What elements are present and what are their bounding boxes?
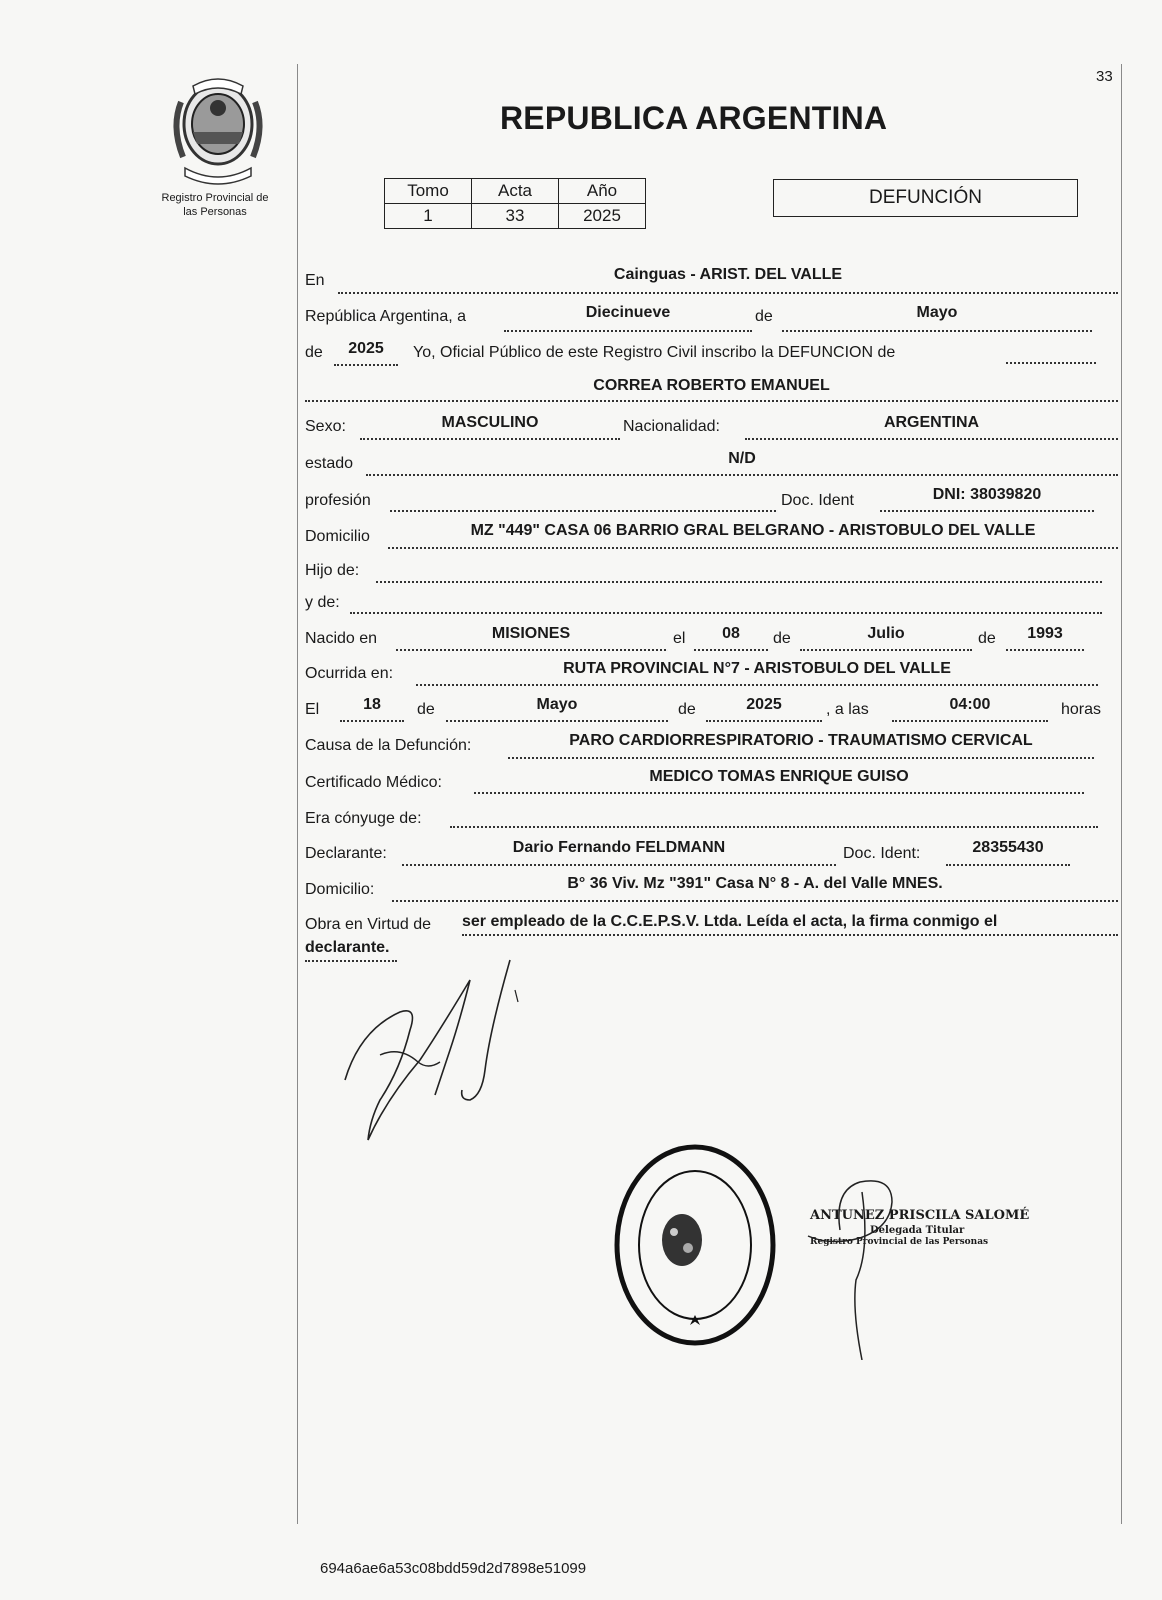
- birth-day-value: 08: [722, 625, 740, 642]
- month-value: Mayo: [916, 304, 958, 321]
- label-de: de: [305, 344, 323, 361]
- causa-value: PARO CARDIORRESPIRATORIO - TRAUMATISMO CERVICAL: [569, 732, 1033, 749]
- tomo-value: 1: [385, 204, 472, 229]
- dotted-line: [376, 581, 1102, 583]
- label-nacido-en: Nacido en: [305, 630, 378, 647]
- province-seal-icon: [163, 72, 273, 190]
- death-year-value: 2025: [746, 696, 782, 713]
- dotted-line: [334, 364, 398, 366]
- label-sexo: Sexo:: [305, 418, 346, 435]
- dotted-line: [694, 649, 768, 651]
- obra-value: ser empleado de la C.C.E.P.S.V. Ltda. Leída el acta, la firma conmigo el: [462, 913, 998, 930]
- official-stamp-icon: [610, 1140, 780, 1350]
- dotted-line: [706, 720, 822, 722]
- left-margin-line: [297, 64, 298, 1524]
- dotted-line: [1006, 362, 1096, 364]
- dotted-line: [392, 900, 1118, 902]
- dotted-line: [800, 649, 972, 651]
- label-doc-ident: Doc. Ident: [781, 492, 854, 509]
- officer-title: Delegada Titular: [870, 1225, 965, 1236]
- document-type: DEFUNCIÓN: [773, 179, 1078, 217]
- label-conyuge: Era cónyuge de:: [305, 810, 422, 827]
- dotted-line: [366, 474, 1118, 476]
- birth-year-value: 1993: [1027, 625, 1063, 642]
- declarante-domicilio-value: B° 36 Viv. Mz "391" Casa N° 8 - A. del Valle MNES.: [567, 875, 943, 892]
- label-el: El: [305, 701, 320, 718]
- dotted-line: [388, 547, 1118, 549]
- label-causa: Causa de la Defunción:: [305, 737, 472, 754]
- label-de: de: [755, 308, 773, 325]
- label-nacionalidad: Nacionalidad:: [623, 418, 720, 435]
- label-estado: estado: [305, 455, 354, 472]
- sexo-value: MASCULINO: [441, 414, 539, 431]
- time-value: 04:00: [949, 696, 991, 713]
- acta-value: 33: [472, 204, 559, 229]
- obra-value-continued: declarante.: [305, 939, 390, 956]
- document-hash: 694a6ae6a53c08bdd59d2d7898e51099: [320, 1560, 587, 1577]
- death-day-value: 18: [363, 696, 381, 713]
- dotted-line: [745, 438, 1118, 440]
- label-de: de: [978, 630, 996, 647]
- estado-value: N/D: [728, 450, 756, 467]
- country-title: REPUBLICA ARGENTINA: [500, 100, 888, 136]
- dotted-line: [892, 720, 1048, 722]
- label-a-las: , a las: [826, 701, 869, 718]
- dotted-line: [305, 400, 1118, 402]
- dotted-line: [450, 826, 1098, 828]
- label-el: el: [673, 630, 686, 647]
- dotted-line: [474, 792, 1084, 794]
- dotted-line: [338, 292, 1118, 294]
- registry-name: Registro Provincial de las Personas: [161, 192, 269, 218]
- dotted-line: [782, 330, 1092, 332]
- label-de: de: [773, 630, 791, 647]
- label-en: En: [305, 272, 325, 289]
- anio-label: Año: [559, 179, 646, 204]
- dotted-line: [390, 510, 776, 512]
- year-value: 2025: [348, 340, 384, 357]
- dotted-line: [462, 934, 1118, 936]
- label-de: de: [678, 701, 696, 718]
- intro-text: Yo, Oficial Público de este Registro Civil inscribo la DEFUNCION de: [413, 344, 896, 361]
- dotted-line: [340, 720, 404, 722]
- place-value: Cainguas - ARIST. DEL VALLE: [613, 266, 843, 283]
- dotted-line: [508, 757, 1094, 759]
- domicilio-value: MZ "449" CASA 06 BARRIO GRAL BELGRANO - ARISTOBULO DEL VALLE: [470, 522, 1036, 539]
- anio-value: 2025: [559, 204, 646, 229]
- label-certificado: Certificado Médico:: [305, 774, 442, 791]
- dotted-line: [946, 864, 1070, 866]
- label-ocurrida-en: Ocurrida en:: [305, 665, 394, 682]
- dotted-line: [504, 330, 752, 332]
- page-number: 33: [1096, 68, 1113, 85]
- birthplace-value: MISIONES: [491, 625, 571, 642]
- right-margin-line: [1121, 64, 1122, 1524]
- officer-office: Registro Provincial de las Personas: [810, 1237, 989, 1247]
- declarante-doc-value: 28355430: [972, 839, 1044, 856]
- label-doc-ident: Doc. Ident:: [843, 845, 921, 862]
- dotted-line: [1006, 649, 1084, 651]
- acta-label: Acta: [472, 179, 559, 204]
- label-de: de: [417, 701, 435, 718]
- label-horas: horas: [1061, 701, 1102, 718]
- label-y-de: y de:: [305, 594, 340, 611]
- dotted-line: [446, 720, 668, 722]
- nacionalidad-value: ARGENTINA: [883, 414, 980, 431]
- dotted-line: [360, 438, 620, 440]
- record-table: [384, 178, 646, 229]
- officer-signature: [800, 1170, 920, 1360]
- declarante-value: Dario Fernando FELDMANN: [512, 839, 726, 856]
- tomo-label: Tomo: [385, 179, 472, 204]
- label-hijo-de: Hijo de:: [305, 562, 360, 579]
- birth-month-value: Julio: [867, 625, 905, 642]
- certificado-value: MEDICO TOMAS ENRIQUE GUISO: [649, 768, 909, 785]
- label-republica: República Argentina, a: [305, 308, 466, 325]
- officer-name: ANTUNEZ PRISCILA SALOMÉ: [810, 1208, 1030, 1223]
- death-month-value: Mayo: [536, 696, 578, 713]
- dotted-line: [402, 864, 836, 866]
- declarant-signature: [340, 950, 540, 1160]
- dotted-line: [350, 612, 1102, 614]
- label-domicilio: Domicilio:: [305, 881, 375, 898]
- day-value: Diecinueve: [585, 304, 671, 321]
- label-obra: Obra en Virtud de: [305, 916, 432, 933]
- dotted-line: [880, 510, 1094, 512]
- deceased-name: CORREA ROBERTO EMANUEL: [593, 377, 830, 394]
- label-declarante: Declarante:: [305, 845, 387, 862]
- label-domicilio: Domicilio: [305, 528, 370, 545]
- dni-value: DNI: 38039820: [932, 486, 1042, 503]
- dotted-line: [396, 649, 666, 651]
- label-profesion: profesión: [305, 492, 371, 509]
- ocurrida-value: RUTA PROVINCIAL N°7 - ARISTOBULO DEL VALLE: [563, 660, 951, 677]
- dotted-line: [416, 684, 1098, 686]
